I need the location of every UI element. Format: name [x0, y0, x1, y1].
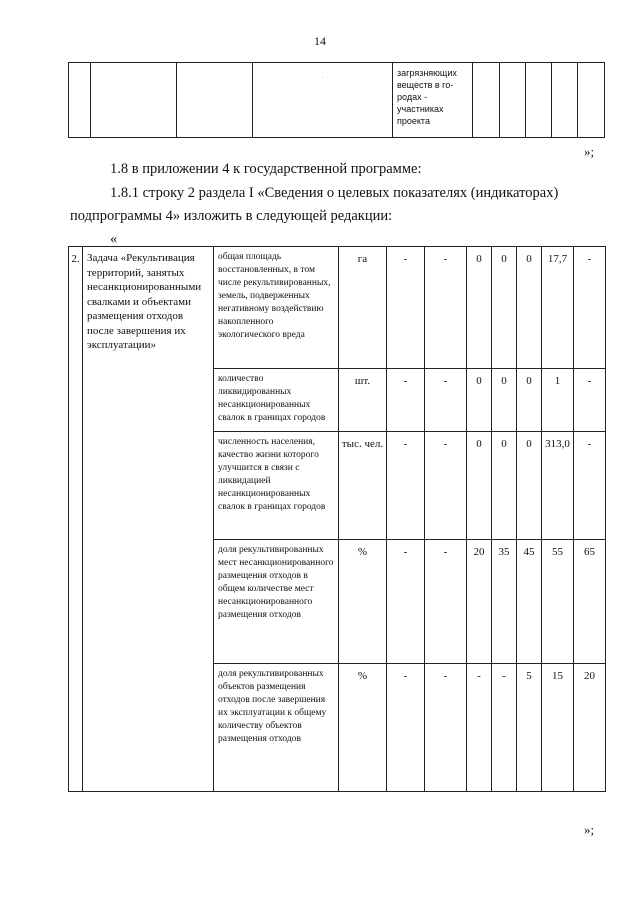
value-cell: 0: [492, 247, 517, 369]
value-cell: 0: [467, 247, 492, 369]
value-cell: 35: [492, 540, 517, 664]
unit-cell: га: [339, 247, 387, 369]
value-cell: 1: [542, 369, 574, 432]
paragraph-subitem-line2: подпрограммы 4» изложить в следующей редакции:: [70, 208, 393, 224]
indicator-cell: общая площадь восстановленных, в том числе рекультивированных, земель, подверженных негативному воздействию накопленного экологического вреда: [214, 247, 339, 369]
value-cell: -: [425, 369, 467, 432]
unit-cell: %: [339, 664, 387, 792]
value-cell: 0: [492, 369, 517, 432]
indicators-table: [68, 246, 606, 792]
value-cell: 65: [574, 540, 606, 664]
table-cell: [526, 63, 552, 138]
value-cell: -: [574, 432, 606, 540]
value-cell: 0: [517, 432, 542, 540]
value-cell: -: [387, 432, 425, 540]
unit-cell: %: [339, 540, 387, 664]
value-cell: 0: [517, 369, 542, 432]
value-cell: 0: [492, 432, 517, 540]
task-cell: Задача «Рекультивация территорий, занятых несанкционированными свалками и объектами размещения отходов после завершения их эксплуатации»: [83, 247, 214, 792]
value-cell: -: [387, 247, 425, 369]
value-cell: 0: [467, 432, 492, 540]
table-cell: [552, 63, 578, 138]
value-cell: 45: [517, 540, 542, 664]
table-cell: [69, 63, 91, 138]
indicator-cell: численность населения, качество жизни которого улучшится в связи с ликвидацией несанкционированных свалок в границах городов: [214, 432, 339, 540]
row-number: 2.: [69, 247, 83, 792]
value-cell: -: [425, 432, 467, 540]
unit-cell: тыс. чел.: [339, 432, 387, 540]
table-row: [69, 63, 605, 138]
table-cell: [500, 63, 526, 138]
value-cell: 0: [467, 369, 492, 432]
table-cell: [578, 63, 605, 138]
value-cell: -: [574, 369, 606, 432]
paragraph-amendment: 1.8 в приложении 4 к государственной программе:: [110, 161, 422, 177]
previous-table-fragment: [68, 62, 605, 138]
table-row: [69, 247, 606, 369]
value-cell: 5: [517, 664, 542, 792]
opening-quote: «: [110, 231, 118, 247]
table-cell: [253, 63, 393, 138]
value-cell: -: [425, 540, 467, 664]
indicator-cell: доля рекультивированных мест несанкционированного размещения отходов в общем количестве мест несанкционированного размещения отходов: [214, 540, 339, 664]
value-cell: 313,0: [542, 432, 574, 540]
value-cell: 20: [467, 540, 492, 664]
table-cell: [177, 63, 253, 138]
value-cell: -: [574, 247, 606, 369]
indicator-cell: количество ликвидированных несанкционированных свалок в границах городов: [214, 369, 339, 432]
value-cell: 20: [574, 664, 606, 792]
page-number: 14: [314, 34, 326, 48]
value-cell: 55: [542, 540, 574, 664]
value-cell: -: [387, 369, 425, 432]
value-cell: 0: [517, 247, 542, 369]
value-cell: -: [492, 664, 517, 792]
value-cell: -: [425, 664, 467, 792]
paragraph-subitem-line1: 1.8.1 строку 2 раздела I «Сведения о целевых показателях (индикаторах): [110, 185, 559, 201]
value-cell: -: [467, 664, 492, 792]
value-cell: 15: [542, 664, 574, 792]
value-cell: -: [387, 540, 425, 664]
table-cell: [91, 63, 177, 138]
indicator-cell: доля рекультивированных объектов размещения отходов после завершения их эксплуатации к общему количеству объектов размещения отходов: [214, 664, 339, 792]
table-cell: [473, 63, 500, 138]
value-cell: 17,7: [542, 247, 574, 369]
value-cell: -: [425, 247, 467, 369]
value-cell: -: [387, 664, 425, 792]
closing-quote: »;: [584, 144, 595, 159]
closing-quote: »;: [584, 822, 595, 837]
indicator-cell: загрязняющих веществ в го-родах - участниках проекта: [393, 63, 473, 138]
scan-dot: ·: [321, 75, 324, 81]
unit-cell: шт.: [339, 369, 387, 432]
